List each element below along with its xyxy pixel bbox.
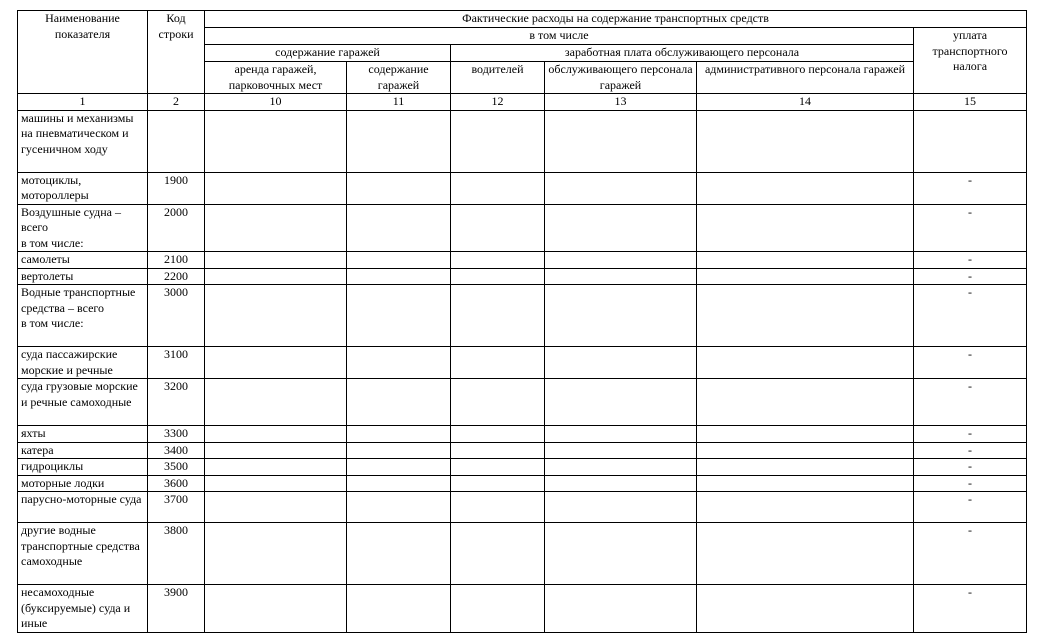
table-row: [18, 268, 1027, 285]
column-number: 11: [347, 94, 451, 111]
row-code: 3500: [148, 459, 205, 476]
expense-cell[interactable]: [205, 204, 347, 252]
expense-cell[interactable]: [205, 110, 347, 172]
drivers-header: водителей: [451, 62, 545, 94]
expense-cell[interactable]: [451, 492, 545, 523]
code-column-header: Код строки: [148, 11, 205, 94]
expense-cell[interactable]: [545, 459, 697, 476]
expense-cell[interactable]: [451, 523, 545, 585]
expense-cell[interactable]: [545, 442, 697, 459]
row-code: 3800: [148, 523, 205, 585]
column-number: 1: [18, 94, 148, 111]
expense-cell[interactable]: [545, 492, 697, 523]
row-name: самолеты: [18, 252, 148, 269]
expense-cell[interactable]: [347, 252, 451, 269]
transport-tax-cell[interactable]: -: [914, 585, 1027, 633]
row-code: 1900: [148, 172, 205, 204]
row-name: Водные транспортные средства – всего в том числе:: [18, 285, 148, 347]
table-row: [18, 285, 1027, 347]
transport-tax-cell[interactable]: -: [914, 459, 1027, 476]
column-number: 10: [205, 94, 347, 111]
row-code: 2000: [148, 204, 205, 252]
actual-expenses-header: Фактические расходы на содержание транспортных средств: [205, 11, 1027, 28]
expense-cell[interactable]: [697, 585, 914, 633]
expense-cell[interactable]: [697, 426, 914, 443]
transport-tax-cell[interactable]: -: [914, 172, 1027, 204]
expense-cell[interactable]: [697, 172, 914, 204]
expense-cell[interactable]: [451, 379, 545, 426]
table-row: [18, 492, 1027, 523]
expense-cell[interactable]: [205, 442, 347, 459]
column-number: 13: [545, 94, 697, 111]
expense-cell[interactable]: [347, 347, 451, 379]
expense-cell[interactable]: [697, 252, 914, 269]
row-name: машины и механизмы на пневматическом и гусеничном ходу: [18, 110, 148, 172]
expense-cell[interactable]: [347, 523, 451, 585]
row-name: суда грузовые морские и речные самоходные: [18, 379, 148, 426]
table-row: [18, 252, 1027, 269]
row-name: гидроциклы: [18, 459, 148, 476]
expense-cell[interactable]: [205, 347, 347, 379]
row-name: катера: [18, 442, 148, 459]
table-row: [18, 523, 1027, 585]
expense-cell[interactable]: [451, 442, 545, 459]
row-name: Воздушные судна – всего в том числе:: [18, 204, 148, 252]
transport-tax-cell[interactable]: -: [914, 379, 1027, 426]
transport-tax-cell[interactable]: -: [914, 426, 1027, 443]
expense-cell[interactable]: [205, 475, 347, 492]
row-name: парусно-моторные суда: [18, 492, 148, 523]
name-column-header: Наименование показателя: [18, 11, 148, 94]
table-row: [18, 110, 1027, 172]
table-row: [18, 459, 1027, 476]
table-row: [18, 347, 1027, 379]
expense-cell[interactable]: [347, 285, 451, 347]
expense-cell[interactable]: [545, 426, 697, 443]
table-row: [18, 475, 1027, 492]
row-code: 3000: [148, 285, 205, 347]
expense-cell[interactable]: [205, 285, 347, 347]
expense-cell[interactable]: [205, 268, 347, 285]
column-number: 15: [914, 94, 1027, 111]
expense-cell[interactable]: [451, 459, 545, 476]
expense-cell[interactable]: [451, 347, 545, 379]
expense-cell[interactable]: [451, 252, 545, 269]
expense-cell[interactable]: [347, 110, 451, 172]
transport-tax-cell[interactable]: -: [914, 475, 1027, 492]
expense-cell[interactable]: [205, 426, 347, 443]
expense-cell[interactable]: [347, 268, 451, 285]
table-row: [18, 204, 1027, 252]
garage-service-staff-header: обслуживающего персонала гаражей: [545, 62, 697, 94]
expense-cell[interactable]: [545, 523, 697, 585]
table-row: [18, 426, 1027, 443]
expense-cell[interactable]: [697, 110, 914, 172]
expense-cell[interactable]: [451, 172, 545, 204]
row-name: другие водные транспортные средства самоходные: [18, 523, 148, 585]
row-code: 3700: [148, 492, 205, 523]
table-body: [18, 110, 1027, 632]
transport-tax-cell[interactable]: -: [914, 492, 1027, 523]
expense-cell[interactable]: [205, 459, 347, 476]
row-code: 3400: [148, 442, 205, 459]
expense-cell[interactable]: [697, 442, 914, 459]
table-row: [18, 172, 1027, 204]
expense-cell[interactable]: [545, 585, 697, 633]
expense-cell[interactable]: [347, 442, 451, 459]
expense-cell[interactable]: [697, 285, 914, 347]
expense-cell[interactable]: [545, 268, 697, 285]
row-name: яхты: [18, 426, 148, 443]
row-name: мотоциклы, мотороллеры: [18, 172, 148, 204]
column-number: 2: [148, 94, 205, 111]
expense-cell[interactable]: [347, 475, 451, 492]
expense-cell[interactable]: [451, 204, 545, 252]
expense-cell[interactable]: [545, 285, 697, 347]
garage-rent-header: аренда гаражей, парковочных мест: [205, 62, 347, 94]
table-row: [18, 442, 1027, 459]
row-code: 3100: [148, 347, 205, 379]
expense-cell[interactable]: [545, 475, 697, 492]
expense-cell[interactable]: [545, 252, 697, 269]
transport-tax-cell[interactable]: [914, 110, 1027, 172]
expense-cell[interactable]: [205, 585, 347, 633]
expense-cell[interactable]: [205, 172, 347, 204]
expense-cell[interactable]: [697, 379, 914, 426]
expense-cell[interactable]: [347, 492, 451, 523]
table-row: [18, 379, 1027, 426]
expense-cell[interactable]: [205, 523, 347, 585]
transport-tax-cell[interactable]: -: [914, 204, 1027, 252]
expense-cell[interactable]: [451, 110, 545, 172]
transport-tax-header: уплата транспортного налога: [914, 28, 1027, 94]
column-number: 12: [451, 94, 545, 111]
expense-cell[interactable]: [205, 492, 347, 523]
row-name: моторные лодки: [18, 475, 148, 492]
expense-cell[interactable]: [451, 585, 545, 633]
transport-tax-cell[interactable]: -: [914, 523, 1027, 585]
column-number: 14: [697, 94, 914, 111]
expense-cell[interactable]: [205, 379, 347, 426]
row-name: вертолеты: [18, 268, 148, 285]
expenses-table: [17, 10, 1027, 633]
expense-cell[interactable]: [451, 426, 545, 443]
expense-cell[interactable]: [697, 492, 914, 523]
expense-cell[interactable]: [347, 426, 451, 443]
row-name: несамоходные (буксируемые) суда и иные: [18, 585, 148, 633]
table-row: [18, 585, 1027, 633]
row-code: 3200: [148, 379, 205, 426]
staff-salary-header: заработная плата обслуживающего персонала: [451, 45, 914, 62]
expense-cell[interactable]: [697, 204, 914, 252]
garage-maintenance-header: содержание гаражей: [205, 45, 451, 62]
expense-cell[interactable]: [697, 347, 914, 379]
row-code: 3300: [148, 426, 205, 443]
expense-cell[interactable]: [545, 347, 697, 379]
row-name: суда пассажирские морские и речные: [18, 347, 148, 379]
row-code: 2100: [148, 252, 205, 269]
expense-cell[interactable]: [697, 459, 914, 476]
expense-cell[interactable]: [545, 172, 697, 204]
expense-cell[interactable]: [347, 585, 451, 633]
expense-cell[interactable]: [545, 379, 697, 426]
transport-tax-cell[interactable]: -: [914, 442, 1027, 459]
expense-cell[interactable]: [347, 204, 451, 252]
including-header: в том числе: [205, 28, 914, 45]
garage-admin-staff-header: административного персонала гаражей: [697, 62, 914, 94]
transport-tax-cell[interactable]: -: [914, 347, 1027, 379]
expense-cell[interactable]: [205, 252, 347, 269]
row-code: [148, 110, 205, 172]
expense-cell[interactable]: [451, 285, 545, 347]
expense-cell[interactable]: [451, 268, 545, 285]
row-code: 2200: [148, 268, 205, 285]
expense-cell[interactable]: [347, 172, 451, 204]
expense-cell[interactable]: [697, 268, 914, 285]
transport-tax-cell[interactable]: -: [914, 268, 1027, 285]
expense-cell[interactable]: [347, 459, 451, 476]
row-code: 3600: [148, 475, 205, 492]
expense-cell[interactable]: [347, 379, 451, 426]
expense-cell[interactable]: [545, 204, 697, 252]
garage-upkeep-header: содержание гаражей: [347, 62, 451, 94]
expense-cell[interactable]: [451, 475, 545, 492]
row-code: 3900: [148, 585, 205, 633]
transport-tax-cell[interactable]: -: [914, 252, 1027, 269]
expense-cell[interactable]: [697, 475, 914, 492]
transport-tax-cell[interactable]: -: [914, 285, 1027, 347]
expense-cell[interactable]: [697, 523, 914, 585]
expense-cell[interactable]: [545, 110, 697, 172]
